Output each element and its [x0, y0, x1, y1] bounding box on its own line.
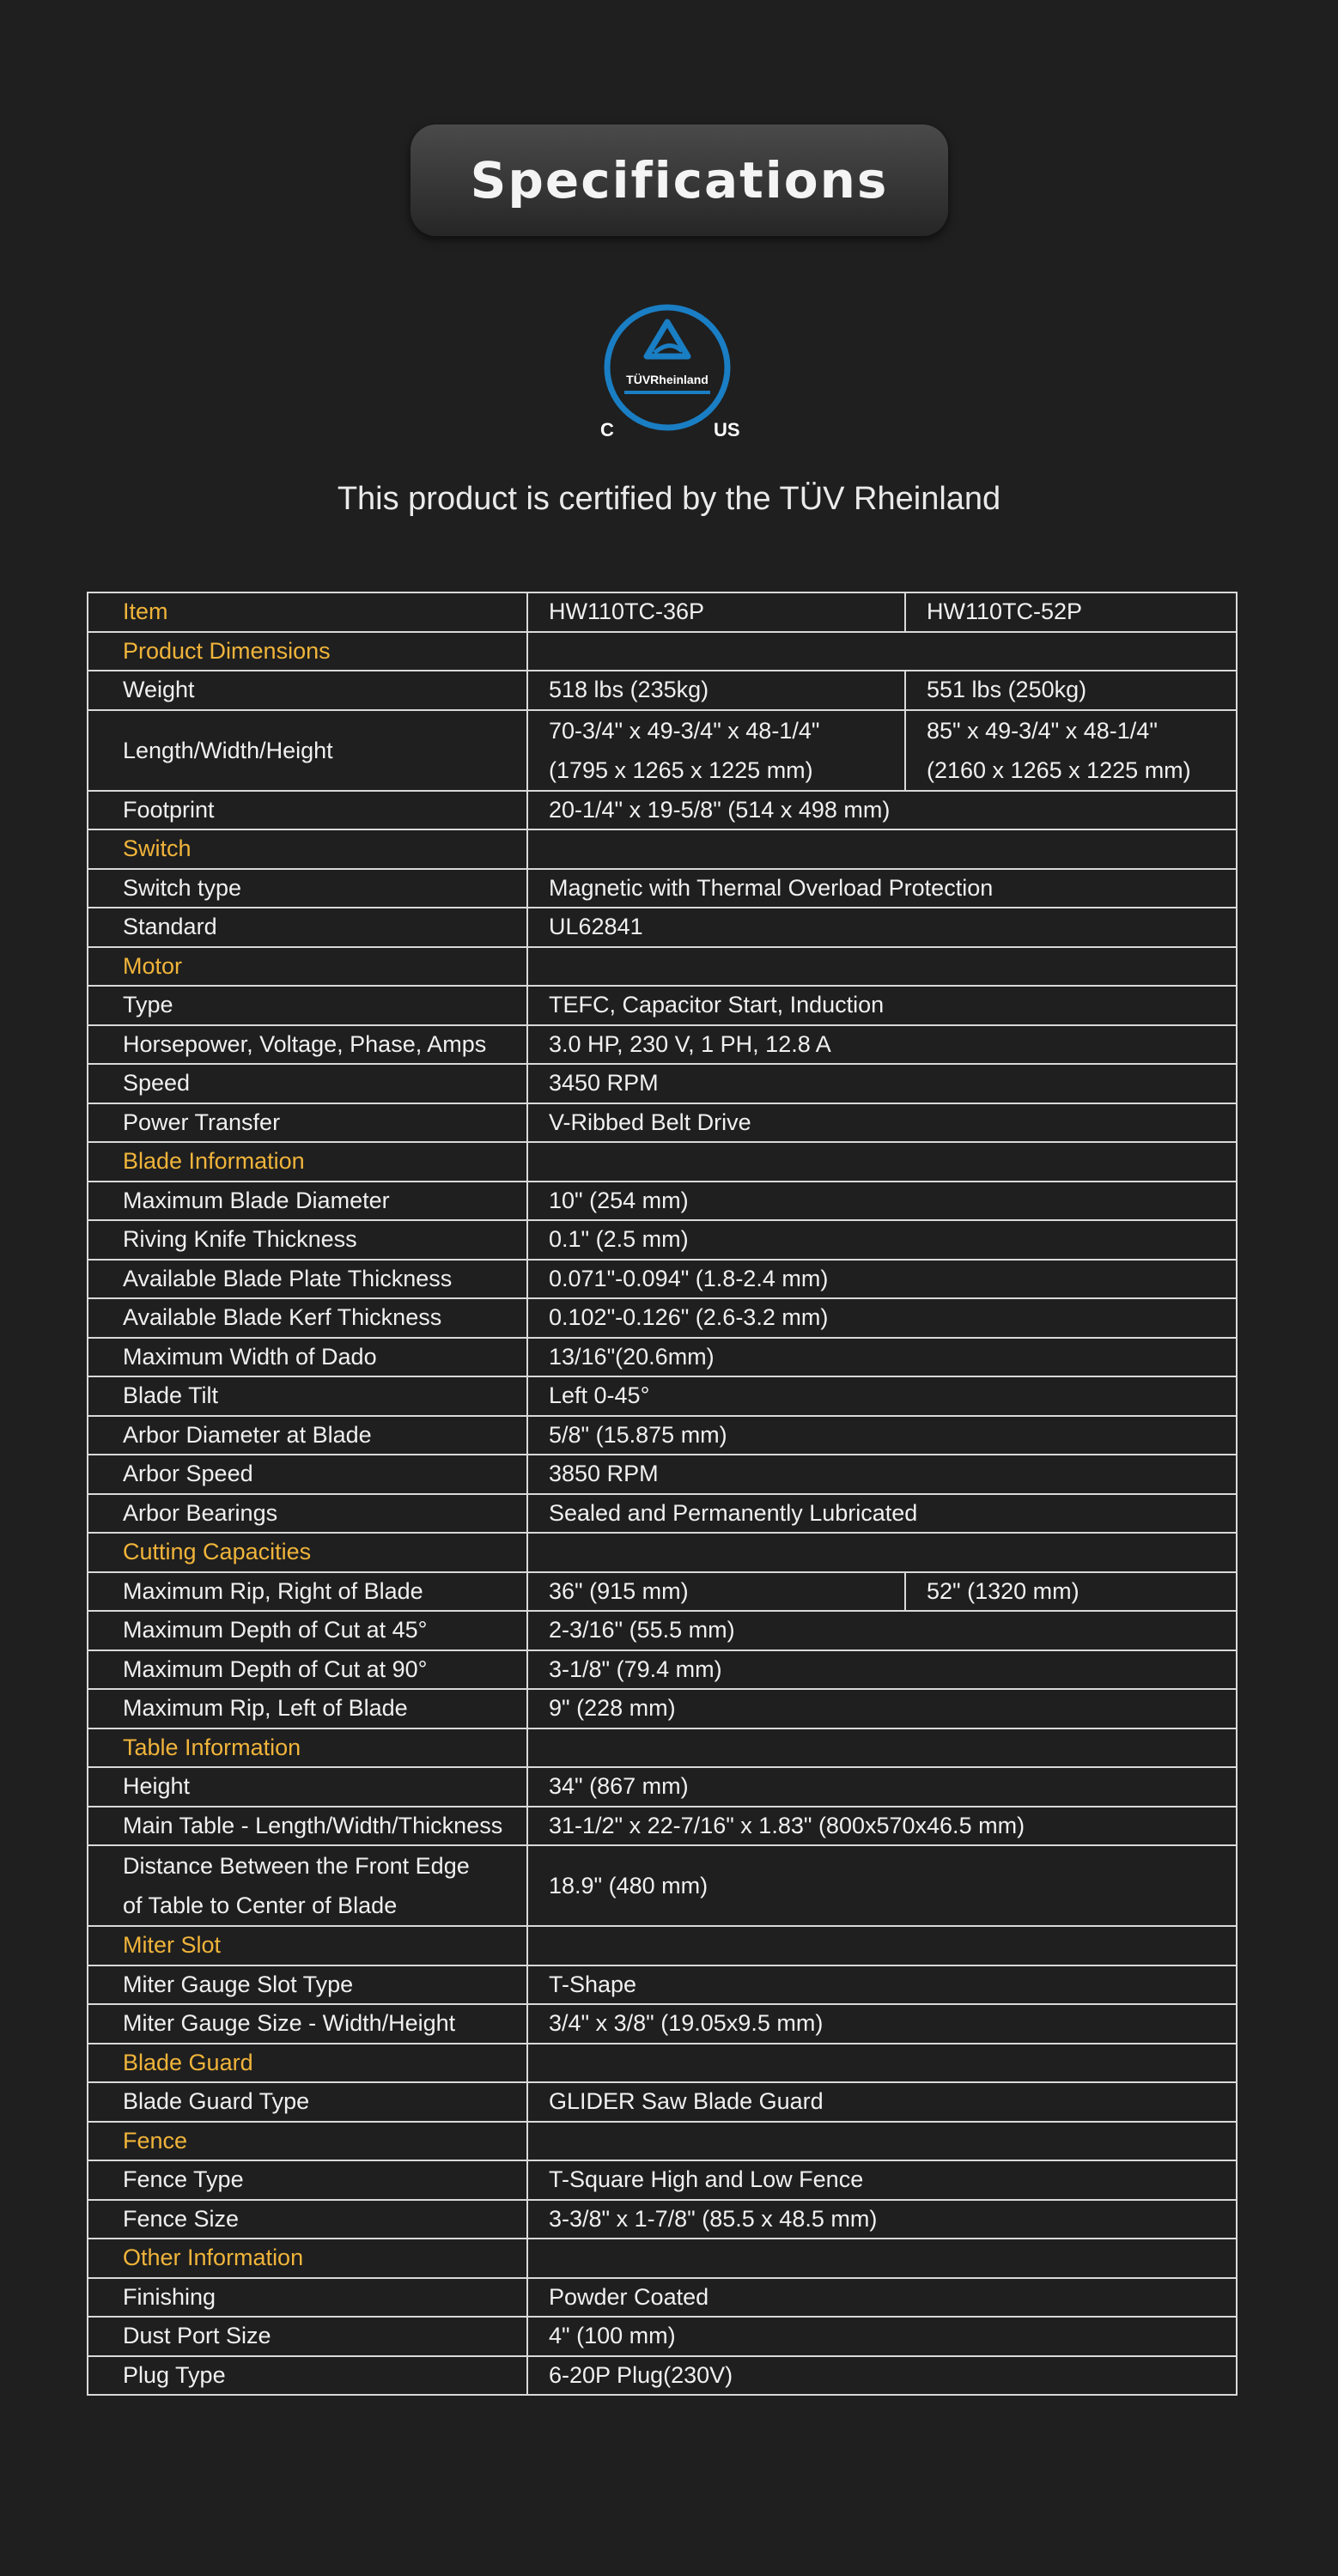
table-row — [88, 2082, 1237, 2122]
section-empty-cell — [527, 1142, 1237, 1182]
spec-label-line-1: Distance Between the Front Edge — [123, 1853, 470, 1879]
table-header-row — [88, 592, 1237, 632]
spec-label: Type — [88, 986, 527, 1025]
spec-value: 3-1/8" (79.4 mm) — [527, 1650, 1237, 1690]
section-label: Table Information — [88, 1728, 527, 1768]
header-item-label: Item — [88, 592, 527, 632]
section-row — [88, 1533, 1237, 1572]
spec-label: Power Transfer — [88, 1103, 527, 1143]
spec-value: 0.102"-0.126" (2.6-3.2 mm) — [527, 1298, 1237, 1338]
table-row — [88, 2317, 1237, 2356]
section-label: Blade Guard — [88, 2044, 527, 2083]
spec-value-52p: 551 lbs (250kg) — [905, 671, 1237, 710]
table-row — [88, 1965, 1237, 2005]
table-row — [88, 2200, 1237, 2239]
section-empty-cell — [527, 2122, 1237, 2161]
spec-value-36p: 518 lbs (235kg) — [527, 671, 905, 710]
spec-value: Powder Coated — [527, 2278, 1237, 2318]
table-row — [88, 1260, 1237, 1299]
section-row — [88, 1926, 1237, 1965]
section-label: Other Information — [88, 2239, 527, 2278]
spec-value-36p: 36" (915 mm) — [527, 1572, 905, 1612]
spec-value: 3450 RPM — [527, 1064, 1237, 1103]
section-empty-cell — [527, 1728, 1237, 1768]
table-row — [88, 1455, 1237, 1494]
spec-label: Miter Gauge Size - Width/Height — [88, 2004, 527, 2044]
section-row — [88, 1142, 1237, 1182]
header-model-36p: HW110TC-36P — [527, 592, 905, 632]
table-row — [88, 1338, 1237, 1377]
spec-label: Maximum Depth of Cut at 90° — [88, 1650, 527, 1690]
spec-label: Fence Type — [88, 2160, 527, 2200]
table-row — [88, 1182, 1237, 1221]
spec-value: 3850 RPM — [527, 1455, 1237, 1494]
table-row — [88, 869, 1237, 908]
table-row — [88, 1025, 1237, 1065]
table-row — [88, 2004, 1237, 2044]
spec-label: Maximum Width of Dado — [88, 1338, 527, 1377]
spec-label: Riving Knife Thickness — [88, 1220, 527, 1260]
section-label: Blade Information — [88, 1142, 527, 1182]
section-row — [88, 632, 1237, 671]
specifications-table-body — [88, 592, 1237, 2395]
spec-value: T-Square High and Low Fence — [527, 2160, 1237, 2200]
spec-label — [88, 1845, 527, 1926]
header-model-52p: HW110TC-52P — [905, 592, 1237, 632]
logo-text: TÜVRheinland — [626, 373, 709, 386]
spec-value: 4" (100 mm) — [527, 2317, 1237, 2356]
spec-label: Finishing — [88, 2278, 527, 2318]
table-row — [88, 1103, 1237, 1143]
spec-value: 3.0 HP, 230 V, 1 PH, 12.8 A — [527, 1025, 1237, 1065]
spec-label: Maximum Depth of Cut at 45° — [88, 1611, 527, 1650]
spec-value: 18.9" (480 mm) — [527, 1845, 1237, 1926]
spec-label: Footprint — [88, 791, 527, 830]
table-row — [88, 2160, 1237, 2200]
table-row — [88, 1767, 1237, 1807]
table-row — [88, 1376, 1237, 1416]
section-label: Switch — [88, 829, 527, 869]
spec-value: V-Ribbed Belt Drive — [527, 1103, 1237, 1143]
spec-value-36p-line-2: (1795 x 1265 x 1225 mm) — [549, 756, 813, 783]
spec-label: Switch type — [88, 869, 527, 908]
logo-wave-icon — [654, 345, 682, 353]
spec-value: 10" (254 mm) — [527, 1182, 1237, 1221]
spec-value: Magnetic with Thermal Overload Protection — [527, 869, 1237, 908]
table-row — [88, 1650, 1237, 1690]
table-row — [88, 710, 1237, 791]
spec-value: 2-3/16" (55.5 mm) — [527, 1611, 1237, 1650]
spec-value: 3/4" x 3/8" (19.05x9.5 mm) — [527, 2004, 1237, 2044]
section-label: Cutting Capacities — [88, 1533, 527, 1572]
section-row — [88, 829, 1237, 869]
section-row — [88, 1728, 1237, 1768]
spec-value: 0.1" (2.5 mm) — [527, 1220, 1237, 1260]
table-row — [88, 2356, 1237, 2396]
spec-value: 20-1/4" x 19-5/8" (514 x 498 mm) — [527, 791, 1237, 830]
spec-label: Available Blade Kerf Thickness — [88, 1298, 527, 1338]
table-row — [88, 1572, 1237, 1612]
section-empty-cell — [527, 1926, 1237, 1965]
spec-label: Weight — [88, 671, 527, 710]
spec-label: Fence Size — [88, 2200, 527, 2239]
spec-value: TEFC, Capacitor Start, Induction — [527, 986, 1237, 1025]
page-title: Specifications — [470, 151, 889, 210]
spec-value: 3-3/8" x 1-7/8" (85.5 x 48.5 mm) — [527, 2200, 1237, 2239]
spec-value: UL62841 — [527, 908, 1237, 947]
spec-value: T-Shape — [527, 1965, 1237, 2005]
spec-value-52p — [905, 710, 1237, 791]
spec-value: 13/16"(20.6mm) — [527, 1338, 1237, 1377]
spec-label: Standard — [88, 908, 527, 947]
logo-underline — [624, 391, 710, 394]
section-label: Product Dimensions — [88, 632, 527, 671]
spec-value: 6-20P Plug(230V) — [527, 2356, 1237, 2396]
section-empty-cell — [527, 947, 1237, 987]
section-row — [88, 2239, 1237, 2278]
table-row — [88, 1494, 1237, 1534]
spec-label: Maximum Rip, Left of Blade — [88, 1689, 527, 1728]
spec-value-36p — [527, 710, 905, 791]
spec-label-line-2: of Table to Center of Blade — [123, 1893, 398, 1918]
table-row — [88, 2278, 1237, 2318]
spec-label: Main Table - Length/Width/Thickness — [88, 1807, 527, 1846]
table-row — [88, 1298, 1237, 1338]
table-row — [88, 908, 1237, 947]
spec-label: Dust Port Size — [88, 2317, 527, 2356]
table-row — [88, 1220, 1237, 1260]
certification-caption: This product is certified by the TÜV Rheinland — [337, 481, 1001, 517]
table-row — [88, 1064, 1237, 1103]
section-row — [88, 2122, 1237, 2161]
spec-value: 5/8" (15.875 mm) — [527, 1416, 1237, 1455]
spec-label: Length/Width/Height — [88, 710, 527, 791]
spec-value-52p-line-2: (2160 x 1265 x 1225 mm) — [927, 756, 1191, 783]
spec-label: Horsepower, Voltage, Phase, Amps — [88, 1025, 527, 1065]
spec-label: Blade Guard Type — [88, 2082, 527, 2122]
table-row — [88, 1416, 1237, 1455]
section-empty-cell — [527, 2239, 1237, 2278]
table-row — [88, 1845, 1237, 1926]
section-empty-cell — [527, 829, 1237, 869]
spec-label: Height — [88, 1767, 527, 1807]
table-row — [88, 1689, 1237, 1728]
spec-label: Arbor Speed — [88, 1455, 527, 1494]
spec-value: 34" (867 mm) — [527, 1767, 1237, 1807]
section-empty-cell — [527, 632, 1237, 671]
spec-label: Miter Gauge Slot Type — [88, 1965, 527, 2005]
spec-label: Plug Type — [88, 2356, 527, 2396]
logo-mark-c: C — [600, 419, 614, 440]
spec-label: Arbor Diameter at Blade — [88, 1416, 527, 1455]
spec-value: Left 0-45° — [527, 1376, 1237, 1416]
spec-value: GLIDER Saw Blade Guard — [527, 2082, 1237, 2122]
section-label: Motor — [88, 947, 527, 987]
table-row — [88, 1807, 1237, 1846]
table-row — [88, 1611, 1237, 1650]
spec-label: Maximum Rip, Right of Blade — [88, 1572, 527, 1612]
section-row — [88, 947, 1237, 987]
section-label: Miter Slot — [88, 1926, 527, 1965]
spec-value-36p-line-1: 70-3/4" x 49-3/4" x 48-1/4" — [549, 717, 820, 744]
spec-value: 31-1/2" x 22-7/16" x 1.83" (800x570x46.5 mm) — [527, 1807, 1237, 1846]
section-empty-cell — [527, 2044, 1237, 2083]
table-row — [88, 986, 1237, 1025]
tuv-rheinland-certification-logo — [593, 295, 747, 445]
spec-label: Available Blade Plate Thickness — [88, 1260, 527, 1299]
logo-mark-us: US — [714, 419, 740, 440]
spec-label: Blade Tilt — [88, 1376, 527, 1416]
spec-value-52p: 52" (1320 mm) — [905, 1572, 1237, 1612]
spec-value: 9" (228 mm) — [527, 1689, 1237, 1728]
spec-label: Maximum Blade Diameter — [88, 1182, 527, 1221]
table-row — [88, 791, 1237, 830]
table-row — [88, 671, 1237, 710]
spec-value: 0.071"-0.094" (1.8-2.4 mm) — [527, 1260, 1237, 1299]
section-empty-cell — [527, 1533, 1237, 1572]
spec-value: Sealed and Permanently Lubricated — [527, 1494, 1237, 1534]
specifications-table — [87, 592, 1238, 2396]
section-label: Fence — [88, 2122, 527, 2161]
spec-label: Speed — [88, 1064, 527, 1103]
section-row — [88, 2044, 1237, 2083]
specifications-title-banner — [411, 125, 948, 236]
spec-value-52p-line-1: 85" x 49-3/4" x 48-1/4" — [927, 717, 1158, 744]
spec-label: Arbor Bearings — [88, 1494, 527, 1534]
